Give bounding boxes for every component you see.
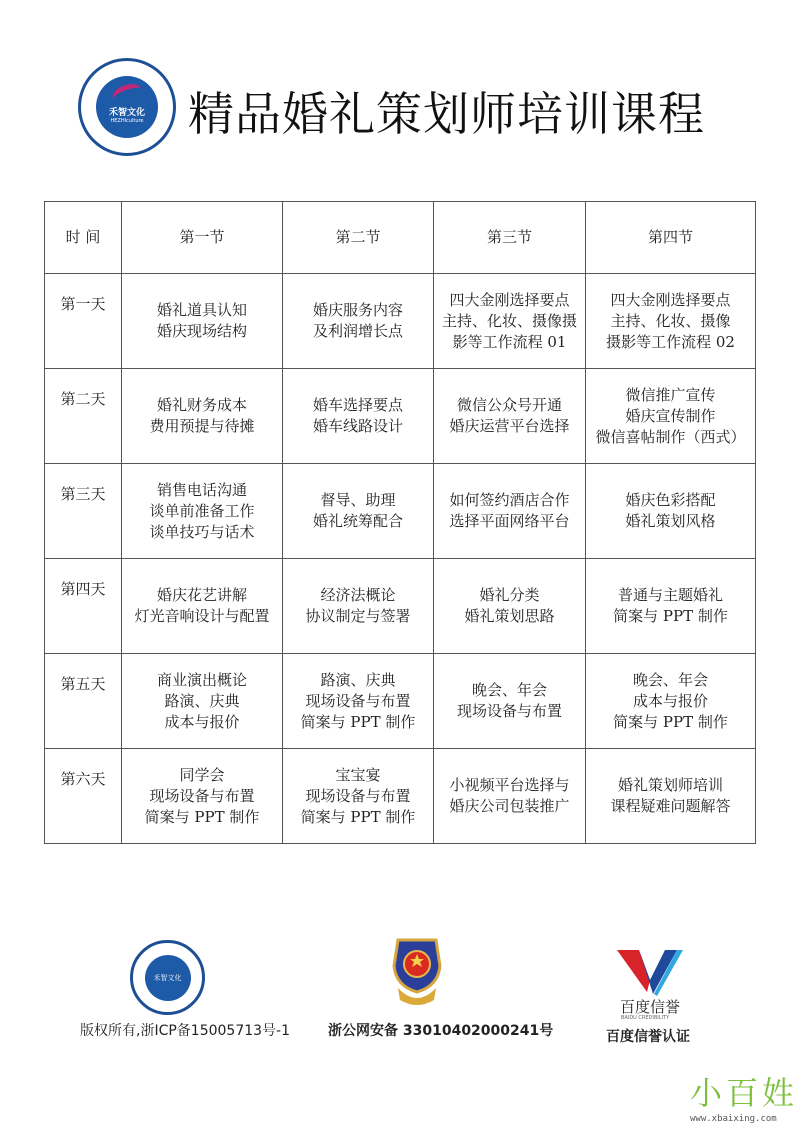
session-topic: 成本与报价: [164, 712, 240, 731]
session-topic: 晚会、年会: [632, 670, 708, 689]
baidu-credibility-logo-icon: [617, 950, 683, 996]
company-logo: [78, 58, 176, 156]
session-topic: 婚礼财务成本: [156, 396, 247, 414]
session-topic: 经济法概论: [320, 586, 396, 604]
session-topic: 婚车线路设计: [312, 417, 403, 435]
watermark-url: www.xbaixing.com: [690, 1114, 777, 1124]
table-row: [45, 749, 756, 844]
session-cell: [122, 654, 283, 749]
session-topic: 婚礼策划风格: [625, 512, 716, 530]
session-topic: 如何签约酒店合作: [449, 491, 570, 509]
session-cell: [434, 559, 586, 654]
session-topic: 婚庆宣传制作: [625, 406, 716, 425]
day-label: 第五天: [45, 654, 122, 749]
session-topic: 销售电话沟通: [156, 480, 247, 499]
session-topic: 主持、化妆、摄像: [610, 311, 731, 330]
watermark: [690, 1068, 798, 1124]
session-topic: 婚礼分类: [479, 586, 540, 604]
session-topic: 摄影等工作流程 02: [606, 332, 735, 351]
session-cell: [283, 559, 434, 654]
session-topic: 影等工作流程 01: [452, 332, 567, 351]
table-row: [45, 369, 756, 464]
session-topic: 婚礼道具认知: [156, 301, 247, 319]
table-row: [45, 274, 756, 369]
session-topic: 普通与主题婚礼: [617, 586, 723, 604]
column-header: 第三节: [434, 202, 586, 274]
session-topic: 小视频平台选择与: [449, 776, 570, 794]
session-topic: 婚礼策划师培训: [617, 776, 723, 794]
watermark-text: 小百姓: [690, 1074, 799, 1112]
table-row: [45, 464, 756, 559]
day-label: 第四天: [45, 559, 122, 654]
session-topic: 晚会、年会: [471, 681, 547, 699]
session-cell: [122, 749, 283, 844]
column-header: 时 间: [45, 202, 122, 274]
session-cell: [434, 654, 586, 749]
session-topic: 简案与 PPT 制作: [300, 807, 416, 826]
session-topic: 成本与报价: [632, 691, 708, 710]
baidu-en: BAIDU CREDIBILITY: [621, 1015, 670, 1021]
session-topic: 婚车选择要点: [312, 396, 403, 414]
session-cell: [283, 749, 434, 844]
session-topic: 现场设备与布置: [305, 786, 411, 805]
session-topic: 同学会: [179, 765, 225, 784]
baidu-cert-text: 百度信誉认证: [606, 1029, 690, 1045]
session-topic: 微信推广宣传: [625, 385, 716, 404]
session-topic: 微信喜帖制作（西式）: [595, 427, 746, 446]
table-header-row: [45, 202, 756, 274]
session-topic: 及利润增长点: [312, 322, 403, 340]
session-topic: 商业演出概论: [156, 670, 247, 689]
session-topic: 灯光音响设计与配置: [134, 607, 270, 625]
session-topic: 四大金刚选择要点: [449, 290, 570, 309]
session-cell: [586, 654, 756, 749]
footer-logo-text: 禾智文化: [145, 955, 191, 1001]
session-topic: 课程疑难问题解答: [610, 797, 731, 815]
session-cell: [122, 369, 283, 464]
session-topic: 督导、助理: [320, 491, 396, 509]
session-cell: [122, 274, 283, 369]
session-topic: 婚庆现场结构: [156, 322, 247, 340]
logo-text-en: HEZHIculture: [110, 117, 144, 124]
session-cell: [283, 274, 434, 369]
session-cell: [586, 369, 756, 464]
police-record-text: 浙公网安备 33010402000241号: [328, 1023, 554, 1039]
session-cell: [586, 559, 756, 654]
session-topic: 婚庆服务内容: [312, 301, 403, 319]
table-row: [45, 559, 756, 654]
column-header: 第一节: [122, 202, 283, 274]
session-topic: 婚礼策划思路: [464, 607, 555, 625]
session-topic: 婚庆花艺讲解: [156, 586, 247, 604]
session-cell: [586, 749, 756, 844]
session-topic: 费用预提与待摊: [149, 417, 255, 435]
session-topic: 路演、庆典: [320, 670, 396, 689]
session-cell: [283, 369, 434, 464]
session-cell: [122, 559, 283, 654]
session-topic: 路演、庆典: [164, 691, 240, 710]
day-label: 第六天: [45, 749, 122, 844]
session-topic: 宝宝宴: [335, 765, 381, 784]
session-topic: 四大金刚选择要点: [610, 290, 731, 309]
session-topic: 微信公众号开通: [456, 396, 562, 414]
day-label: 第一天: [45, 274, 122, 369]
footer-company-logo: [130, 940, 205, 1015]
session-topic: 简案与 PPT 制作: [613, 712, 728, 731]
session-topic: 婚礼统筹配合: [312, 512, 403, 530]
day-label: 第三天: [45, 464, 122, 559]
session-cell: [434, 749, 586, 844]
session-cell: [434, 464, 586, 559]
session-cell: [283, 464, 434, 559]
session-topic: 简案与 PPT 制作: [144, 807, 260, 826]
session-cell: [434, 274, 586, 369]
column-header: 第四节: [586, 202, 756, 274]
session-cell: [283, 654, 434, 749]
session-topic: 谈单技巧与话术: [149, 522, 255, 541]
column-header: 第二节: [283, 202, 434, 274]
police-badge-icon: [390, 936, 444, 1008]
session-topic: 主持、化妆、摄像摄: [441, 311, 577, 330]
session-topic: 简案与 PPT 制作: [300, 712, 416, 731]
session-cell: [122, 464, 283, 559]
page-title: 精品婚礼策划师培训课程: [188, 87, 705, 141]
logo-text-cn: 禾智文化: [108, 107, 145, 118]
course-schedule-table: [44, 201, 756, 844]
session-topic: 现场设备与布置: [305, 691, 411, 710]
session-topic: 现场设备与布置: [456, 702, 562, 720]
session-cell: [586, 464, 756, 559]
session-topic: 选择平面网络平台: [449, 512, 570, 530]
table-row: [45, 654, 756, 749]
session-topic: 简案与 PPT 制作: [613, 607, 728, 625]
day-label: 第二天: [45, 369, 122, 464]
session-cell: [586, 274, 756, 369]
session-topic: 谈单前准备工作: [149, 501, 255, 520]
session-topic: 婚庆色彩搭配: [625, 491, 716, 509]
session-topic: 婚庆运营平台选择: [449, 417, 570, 435]
baidu-brand: 百度信誉: [620, 998, 681, 1016]
session-topic: 现场设备与布置: [149, 786, 255, 805]
session-topic: 婚庆公司包装推广: [449, 797, 570, 815]
session-topic: 协议制定与签署: [305, 607, 411, 625]
copyright-text: 版权所有,浙ICP备15005713号-1: [80, 1023, 291, 1039]
session-cell: [434, 369, 586, 464]
